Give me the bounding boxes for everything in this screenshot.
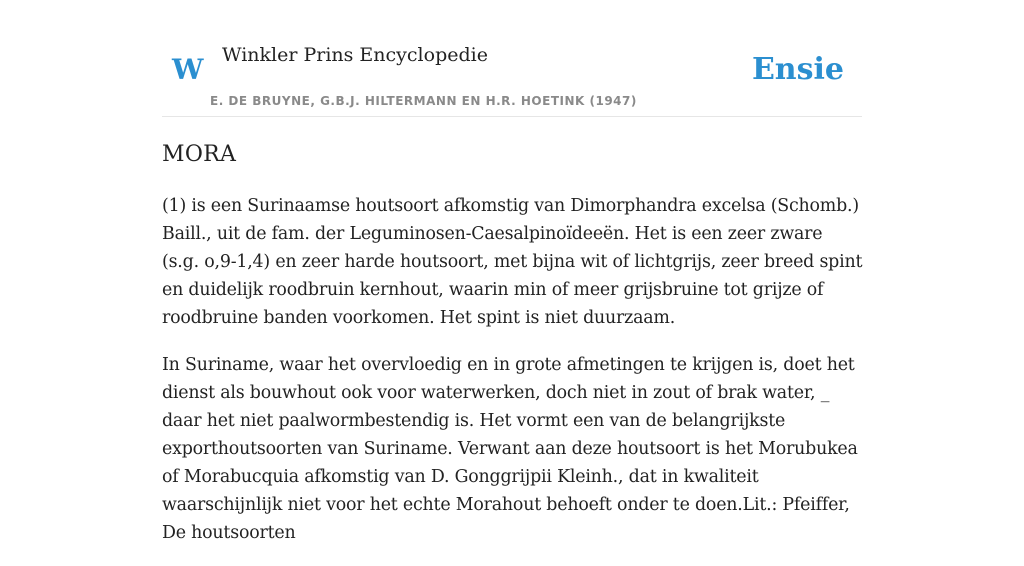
article-paragraph: In Suriname, waar het overvloedig en in grote afmetingen te krijgen is, doet het dienst als bouwhout ook voor waterwerken, doch niet in zout of brak water, _ daar het niet paalwormbestendig is. Het vormt een van de belangrijkste exporthoutsoorten van Suriname. Verwant aan deze houtsoort is het Morubukea of Morabucquia afkomstig van D. Gonggrijpii Kleinh., dat in kwaliteit waarschijnlijk niet voor het echte Morahout behoeft onder te doen.Lit.: Pfeiffer, De houtsoorten <box>162 355 858 543</box>
article-content <box>162 138 864 566</box>
publication-title[interactable]: Winkler Prins Encyclopedie <box>222 44 488 66</box>
brand-logo[interactable]: Ensie <box>751 52 844 87</box>
publication-logo[interactable]: W <box>172 53 204 86</box>
article-title: MORA <box>162 142 237 167</box>
site-header <box>162 0 862 117</box>
publication-authors: E. DE BRUYNE, G.B.J. HILTERMANN EN H.R. HOETINK (1947) <box>210 94 637 108</box>
article-paragraph: (1) is een Surinaamse houtsoort afkomstig van Dimorphandra excelsa (Schomb.) Baill., uit de fam. der Leguminosen-Caesalpinoïdeeën. Het is een zeer zware (s.g. o,9-1,4) en zeer harde houtsoort, met bijna wit of lichtgrijs, zeer breed spint en duidelijk roodbruin kernhout, waarin min of meer grijsbruine tot grijze of roodbruine banden voorkomen. Het spint is niet duurzaam. <box>162 196 863 328</box>
